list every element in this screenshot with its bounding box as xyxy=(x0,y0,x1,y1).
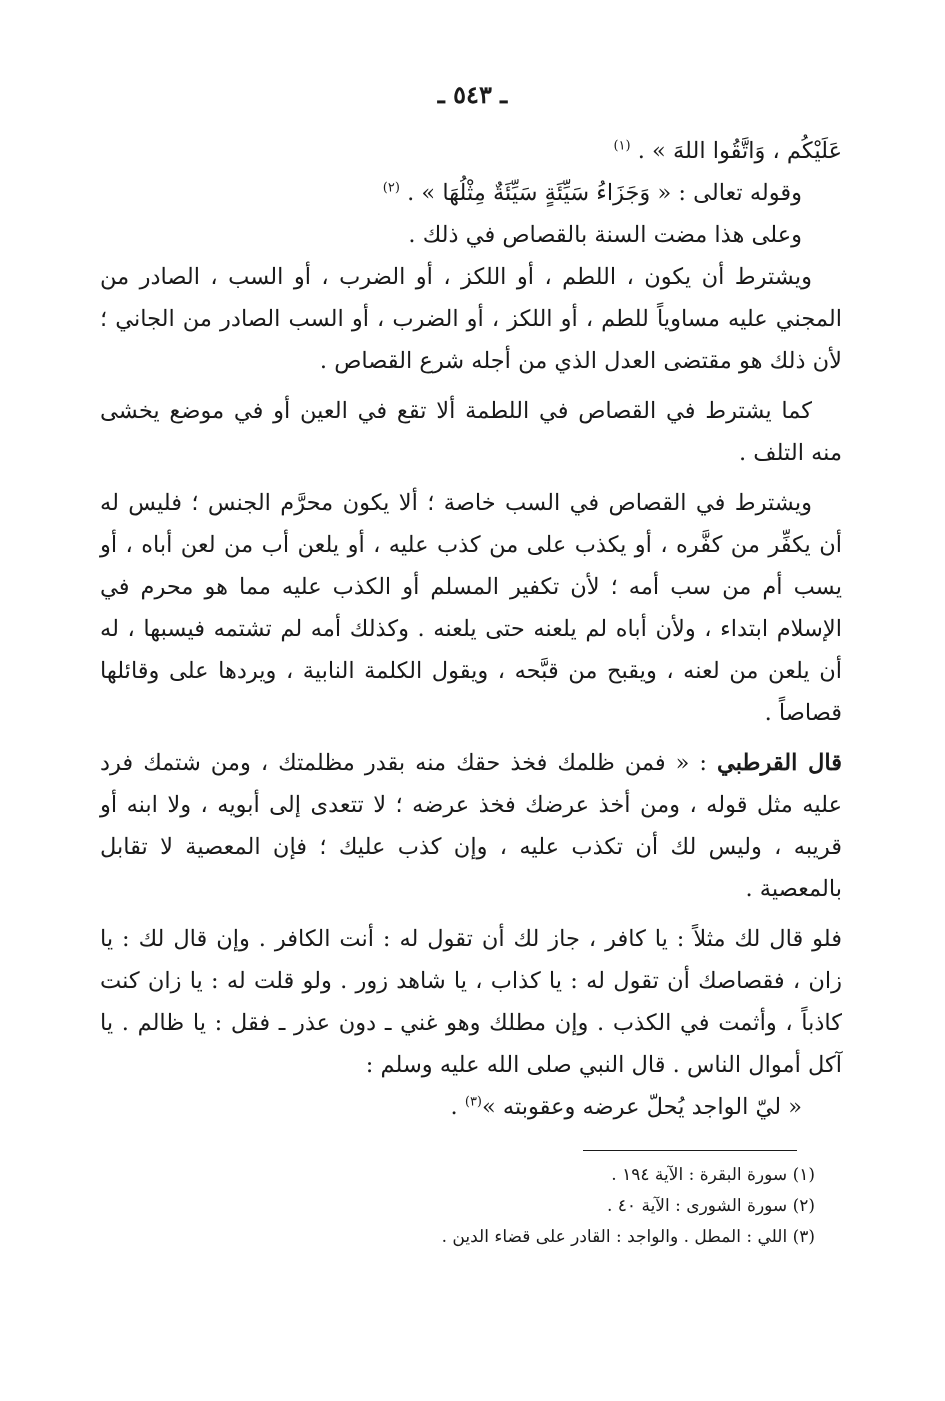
paragraph-insult-condition: ويشترط في القصاص في السب خاصة ؛ ألا يكون محرَّم الجنس ؛ فليس له أن يكفِّر من كفَّره ، أو يكذب على من كذب عليه ، أو يلعن أب من لعن أباه ، أو يسب أم من سب أمه ؛ لأن تكفير المسلم أو الكذب عليه مما هو محرم في الإسلام ابتداء ، ولأن أباه لم يلعنه حتى يلعنه . وكذلك أمه لم تشتمه فيسبها ، له أن يلعن من لعنه ، ويقبح من قبَّحه ، ويقول الكلمة النابية ، ويردها على وقائلها قصاصاً . xyxy=(100,490,842,726)
paragraph-qurtubi xyxy=(100,742,842,910)
page-number: ـ ٥٤٣ ـ xyxy=(437,80,508,109)
paragraph-equality: ويشترط أن يكون ، اللطم ، أو اللكز ، أو الضرب ، أو السب ، الصادر من المجني عليه مساوياً للطم ، أو اللكز ، أو الضرب ، أو السب الصادر من الجاني ؛ لأن ذلك هو مقتضى العدل الذي من أجله شرع القصاص . xyxy=(100,264,842,374)
main-text xyxy=(100,130,842,1128)
footnote-ref-2: (٢) xyxy=(382,180,400,196)
qurtubi-lead: قال القرطبي xyxy=(717,750,842,776)
quran-verse-line xyxy=(100,172,842,214)
paragraph-slap-condition: كما يشترط في القصاص في اللطمة ألا تقع في العين أو في موضع يخشى منه التلف . xyxy=(100,398,842,466)
verse-text: وقوله تعالى : « وَجَزَاءُ سَيِّئَةٍ سَيِّئَةٌ مِثْلُهَا » . xyxy=(407,180,802,206)
footnote-ref-3: (٣) xyxy=(464,1094,482,1110)
footnote-1: (١) سورة البقرة : الآية ١٩٤ . xyxy=(611,1165,815,1185)
footnote-separator xyxy=(583,1150,797,1151)
footnote-2: (٢) سورة الشورى : الآية ٤٠ . xyxy=(606,1196,815,1216)
qurtubi-quote: : « فمن ظلمك فخذ حقك منه بقدر مظلمتك ، ومن شتمك فرد عليه مثل قوله ، ومن أخذ عرضك فخذ عرضه ؛ لا تتعدى إلى أبويه ، ولا ابنه أو قريبه ، وليس لك أن تكذب عليه ، وإن كذب عليك ؛ فإن المعصية لا تقابل بالمعصية . xyxy=(100,750,842,902)
footnote-3: (٣) اللي : المطل . والواجد : القادر على قضاء الدين . xyxy=(441,1227,815,1247)
footnotes xyxy=(295,1160,815,1253)
footnote-ref-1: (١) xyxy=(613,138,631,154)
paragraph-examples: فلو قال لك مثلاً : يا كافر ، جاز لك أن تقول له : أنت الكافر . وإن قال لك : يا زان ، فقصاصك أن تقول له : يا كذاب ، يا شاهد زور . ولو قلت له : يا زان كنت كاذباً ، وأثمت في الكذب . وإن مطلك وهو غني ـ دون عذر ـ فقل : يا ظالم . يا آكل أموال الناس . قال النبي صلى الله عليه وسلم : xyxy=(100,926,843,1078)
sunnah-line: وعلى هذا مضت السنة بالقصاص في ذلك . xyxy=(408,222,802,248)
hadith-line: « ليّ الواجد يُحلّ عرضه وعقوبته »$^{(٣)}$ . xyxy=(450,1094,802,1120)
verse-text: عَلَيْكُم ، وَاتَّقُوا اللهَ » . xyxy=(637,138,842,164)
quran-verse-ending xyxy=(100,130,842,172)
hadith-text: « ليّ الواجد يُحلّ عرضه وعقوبته » xyxy=(482,1094,802,1120)
